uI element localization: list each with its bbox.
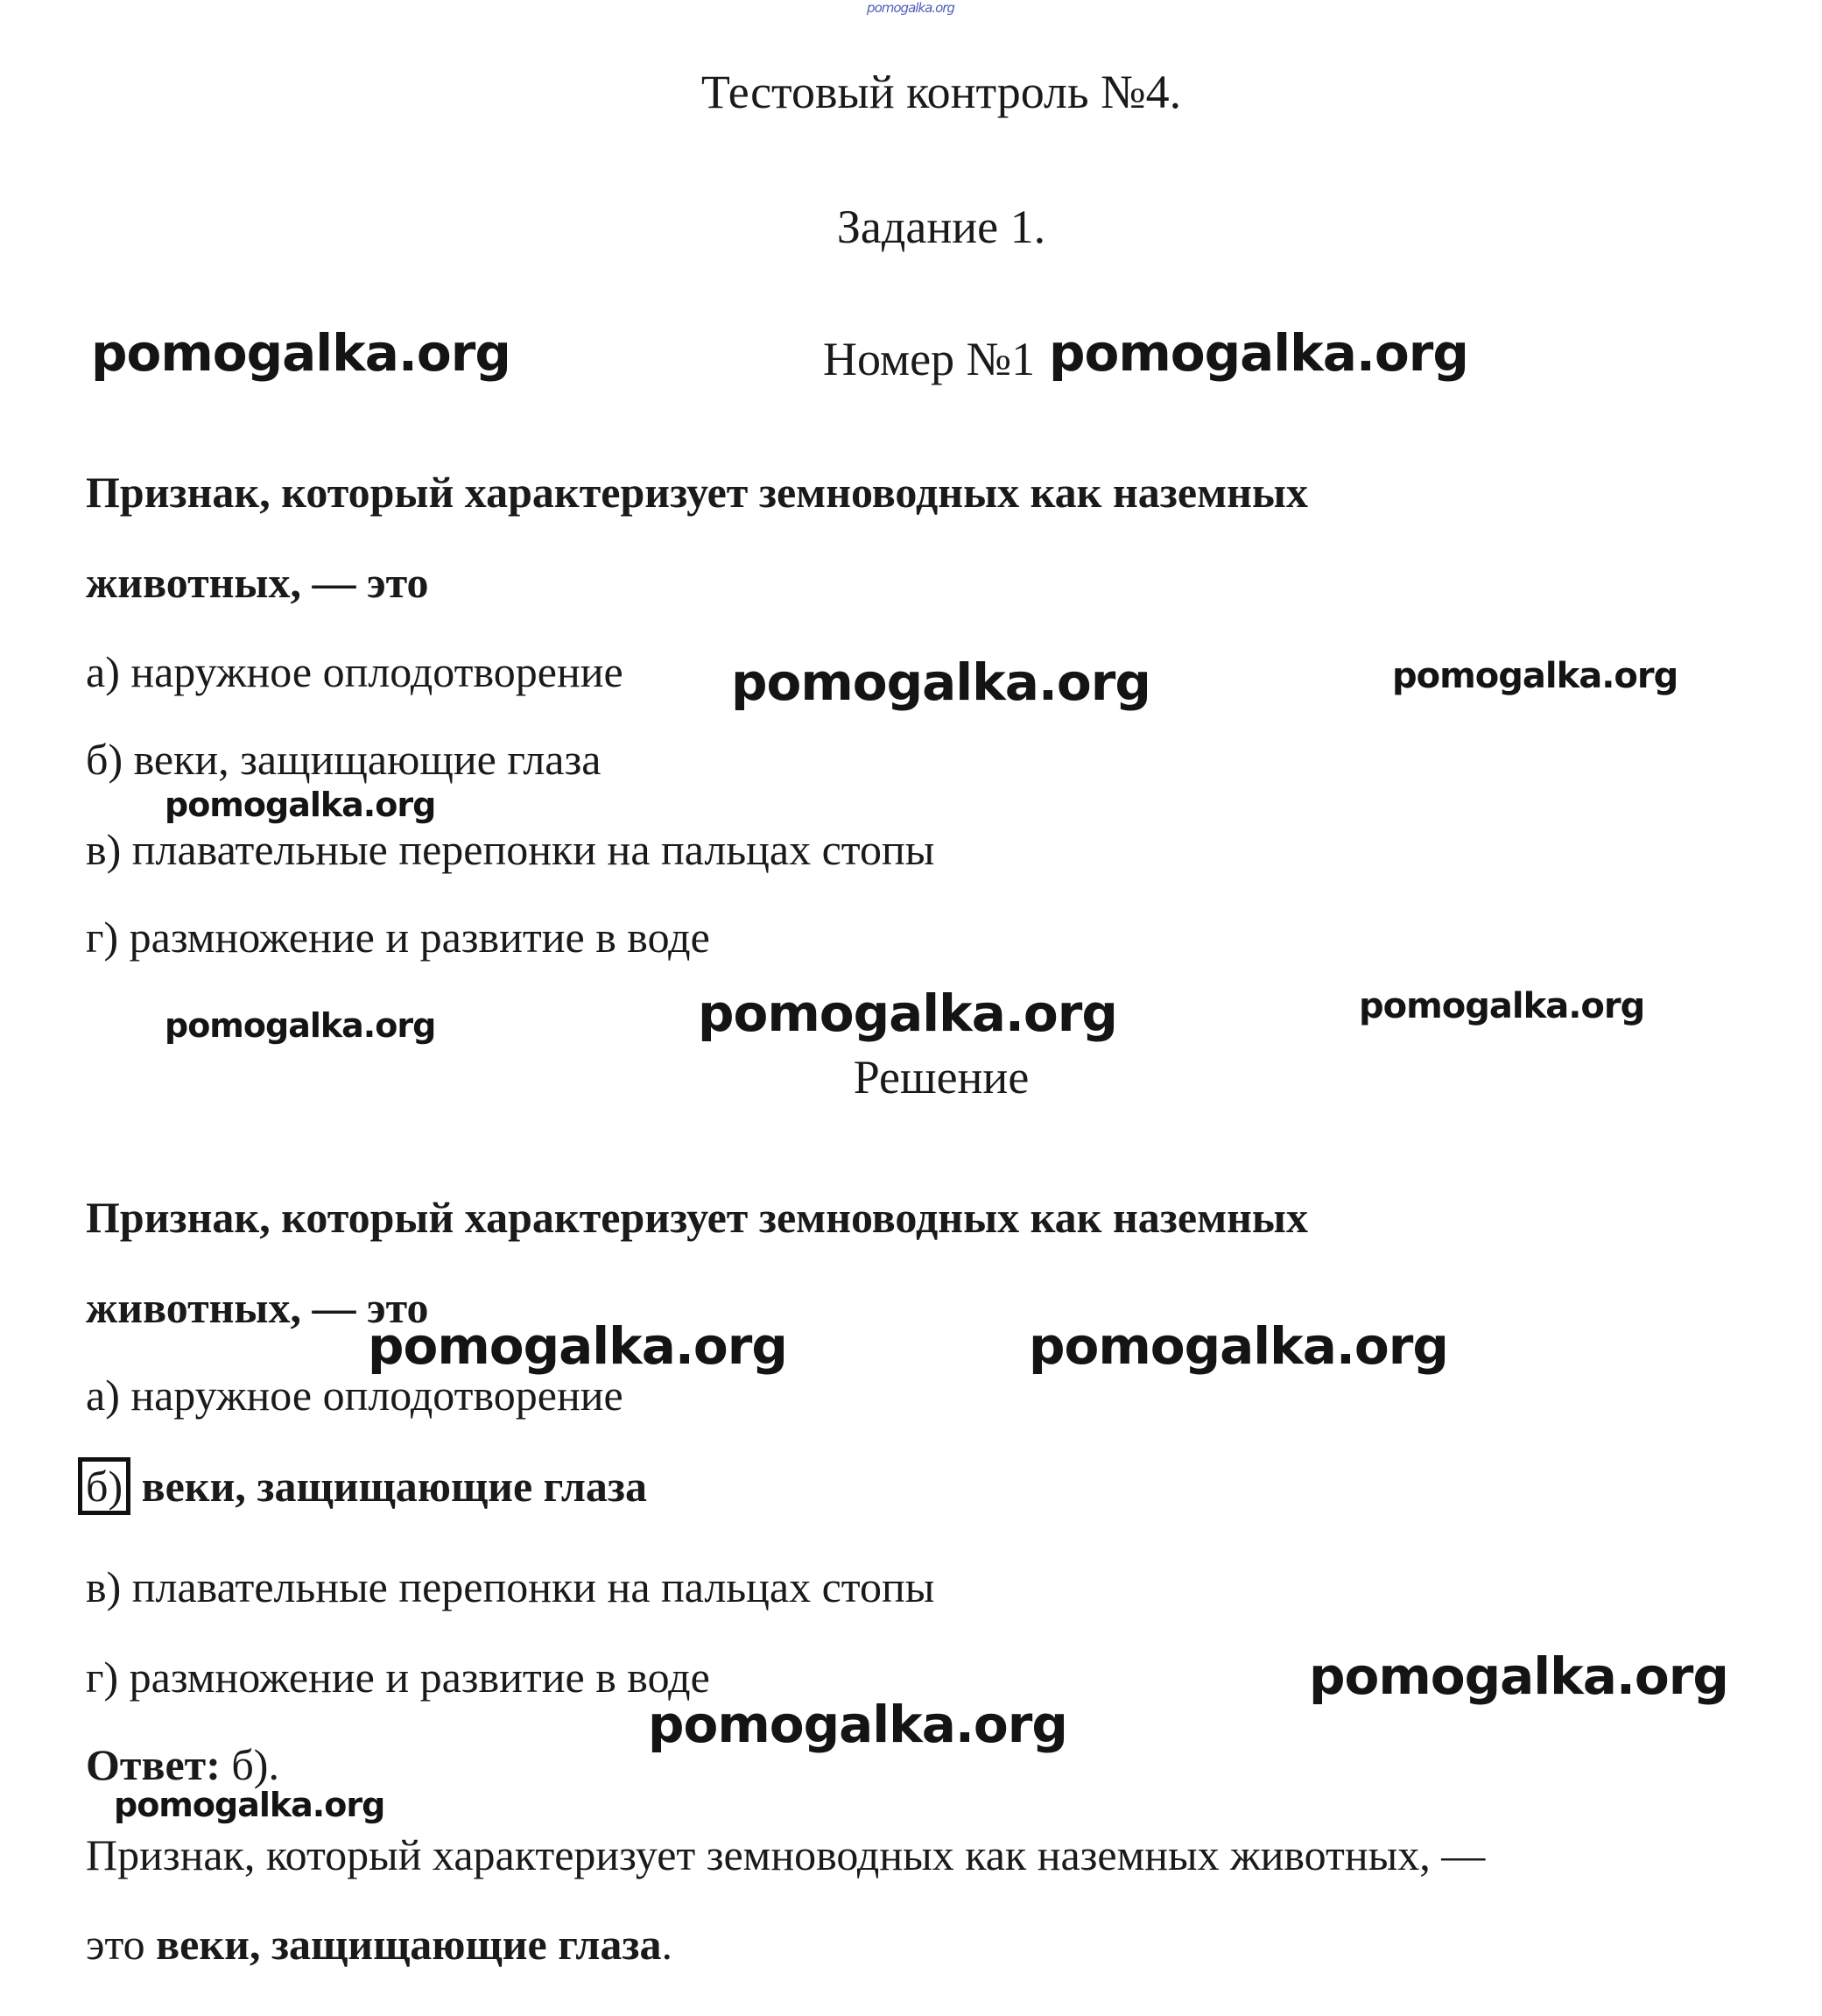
task-heading: Задание 1. bbox=[836, 201, 1046, 253]
number-heading: Номер №1 bbox=[823, 333, 1036, 385]
explanation-prefix: это bbox=[86, 1920, 145, 1969]
solution-option-d: г) размножение и развитие в воде bbox=[86, 1653, 710, 1702]
question-option-a: а) наружное оплодотворение bbox=[86, 647, 623, 696]
solution-option-b bbox=[86, 1462, 647, 1511]
watermark: pomogalka.org bbox=[165, 1006, 436, 1045]
question-line-1: Признак, который характеризует земноводных как наземных bbox=[86, 468, 1308, 517]
explanation-line-2 bbox=[86, 1920, 673, 1969]
question-option-d: г) размножение и развитие в воде bbox=[86, 913, 710, 962]
solution-option-a: а) наружное оплодотворение bbox=[86, 1371, 623, 1420]
watermark: pomogalka.org bbox=[648, 1695, 1067, 1754]
answer-line bbox=[86, 1740, 279, 1789]
answer-label: Ответ: bbox=[86, 1740, 221, 1789]
solution-heading: Решение bbox=[853, 1051, 1030, 1103]
watermark: pomogalka.org bbox=[1392, 656, 1678, 696]
solution-line-2: животных, — это bbox=[86, 1283, 429, 1332]
watermark: pomogalka.org bbox=[114, 1786, 385, 1824]
watermark: pomogalka.org bbox=[1049, 323, 1468, 383]
correct-answer-marker: б) bbox=[78, 1457, 130, 1515]
watermark: pomogalka.org bbox=[1359, 986, 1645, 1026]
watermark-top: pomogalka.org bbox=[867, 0, 954, 16]
page-title: Тестовый контроль №4. bbox=[700, 66, 1182, 118]
watermark: pomogalka.org bbox=[698, 983, 1117, 1043]
question-line-2: животных, — это bbox=[86, 558, 429, 607]
correct-answer-text: веки, защищающие глаза bbox=[141, 1462, 647, 1511]
solution-line-1: Признак, который характеризует земноводных как наземных bbox=[86, 1193, 1308, 1242]
watermark: pomogalka.org bbox=[165, 786, 436, 824]
explanation-line-1: Признак, который характеризует земноводных как наземных животных, — bbox=[86, 1830, 1486, 1879]
watermark: pomogalka.org bbox=[1309, 1646, 1728, 1706]
answer-value: б). bbox=[231, 1740, 279, 1789]
watermark: pomogalka.org bbox=[368, 1316, 787, 1376]
question-option-c: в) плавательные перепонки на пальцах стопы bbox=[86, 825, 935, 874]
explanation-suffix: . bbox=[661, 1920, 673, 1969]
question-option-b: б) веки, защищающие глаза bbox=[86, 735, 601, 784]
watermark: pomogalka.org bbox=[731, 652, 1150, 712]
solution-option-c: в) плавательные перепонки на пальцах стопы bbox=[86, 1562, 935, 1611]
watermark: pomogalka.org bbox=[1029, 1316, 1448, 1376]
explanation-bold: веки, защищающие глаза bbox=[156, 1920, 662, 1969]
watermark: pomogalka.org bbox=[91, 323, 510, 383]
